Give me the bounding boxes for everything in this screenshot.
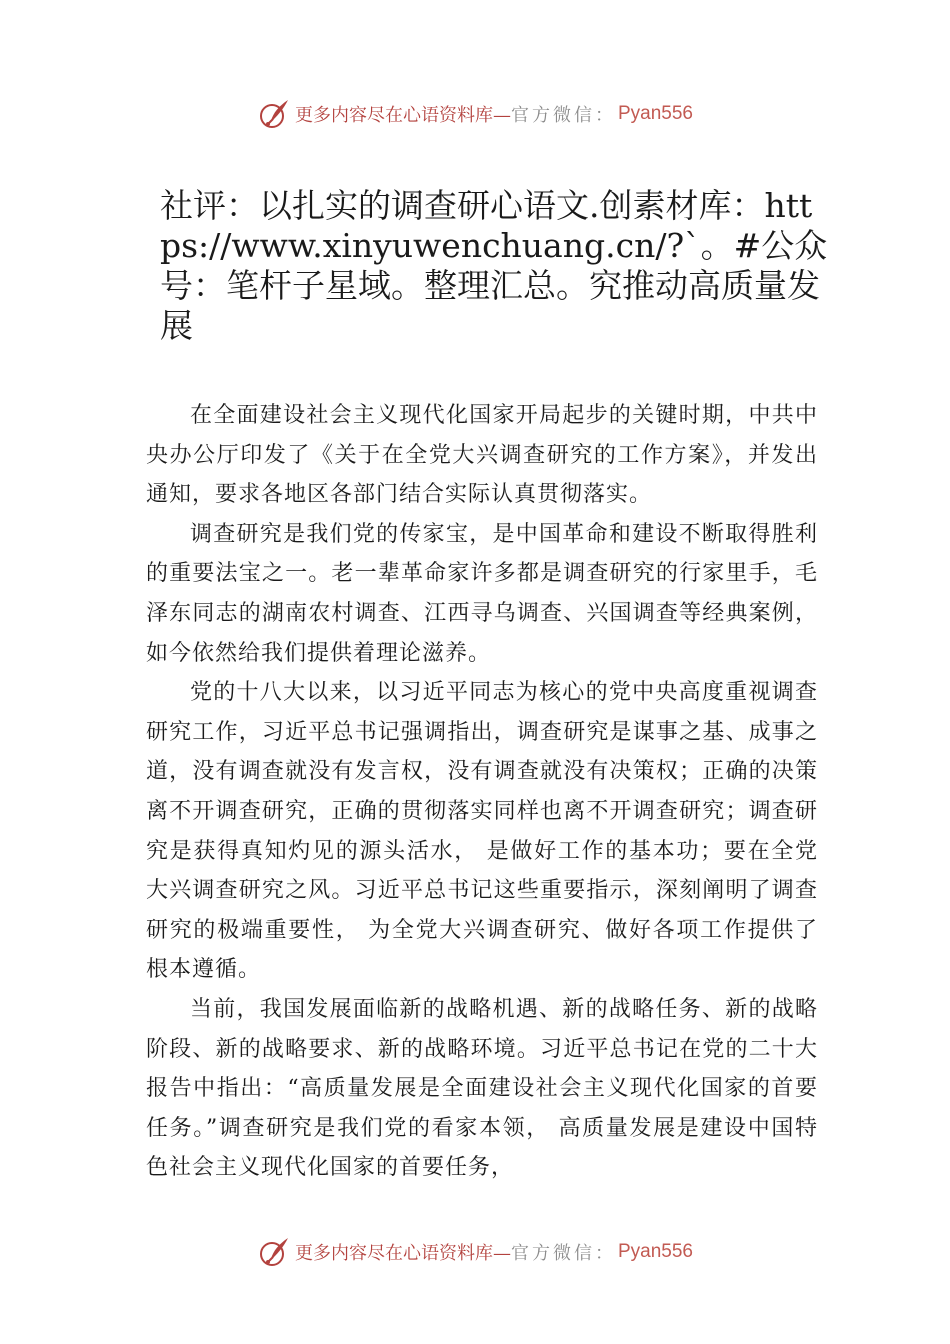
brand-text: 更多内容尽在心语资料库— (294, 105, 511, 126)
wechat-id: Pyan556 (617, 103, 693, 124)
quill-ink-logo-icon (257, 97, 291, 131)
brand-text: 更多内容尽在心语资料库— (294, 1243, 511, 1264)
body-paragraph: 党的十八大以来，以习近平同志为核心的党中央高度重视调查研究工作，习近平总书记强调指出，调查研究是谋事之基、成事之道，没有调查就没有发言权，没有调查就没有决策权；正确的决策离不开调查研究，正确的贯彻落实同样也离不开调查研究；调查研究是获得真知灼见的源头活水， 是做好工作的基本功；要在全党大兴调查研究之风。习近平总书记这些重要指示，深刻阐明了调查研究的极端重要性， 为全党大兴调查研究、做好各项工作提供了根本遵循。 (146, 680, 818, 983)
wechat-label: 官方微信： (510, 105, 616, 126)
wechat-id: Pyan556 (617, 1241, 693, 1262)
wechat-label: 官方微信： (510, 1243, 616, 1264)
footer-banner (0, 1232, 950, 1272)
body-paragraph: 当前，我国发展面临新的战略机遇、新的战略任务、新的战略阶段、新的战略要求、新的战略环境。习近平总书记在党的二十大报告中指出：“高质量发展是全面建设社会主义现代化国家的首要任务。”调查研究是我们党的看家本领， 高质量发展是建设中国特色社会主义现代化国家的首要任务， (146, 996, 818, 1181)
quill-ink-logo-icon (257, 1235, 291, 1269)
header-banner (0, 94, 950, 134)
document-title: 社评：以扎实的调查研心语文.创素材库：https://www.xinyuwenchuang.cn/?`。#公众号：笔杆子星域。整理汇总。究推动高质量发展 (160, 186, 828, 345)
body-paragraph: 在全面建设社会主义现代化国家开局起步的关键时期，中共中央办公厅印发了《关于在全党大兴调查研究的工作方案》，并发出通知，要求各地区各部门结合实际认真贯彻落实。 (146, 403, 818, 508)
document-body (146, 396, 818, 1188)
body-paragraph: 调查研究是我们党的传家宝，是中国革命和建设不断取得胜利的重要法宝之一。老一辈革命家许多都是调查研究的行家里手，毛泽东同志的湖南农村调查、江西寻乌调查、兴国调查等经典案例，如今依然给我们提供着理论滋养。 (146, 521, 818, 666)
